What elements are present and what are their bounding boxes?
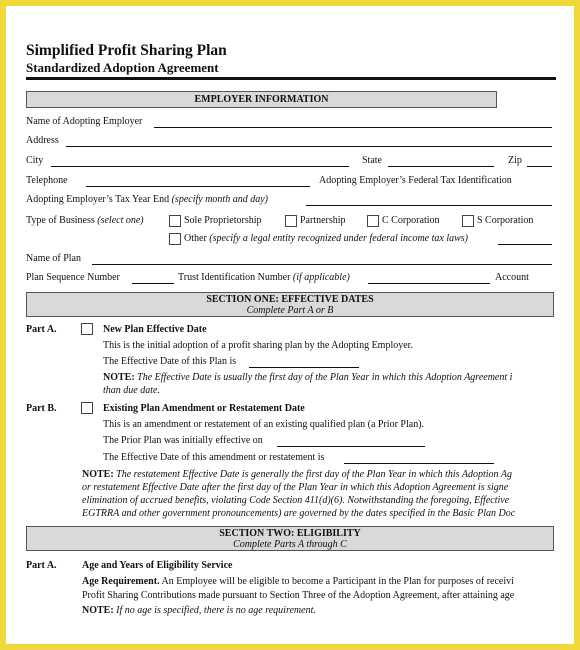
zip-field[interactable] bbox=[527, 166, 552, 167]
tax-year-end-hint: (specify month and day) bbox=[171, 194, 268, 205]
section-one-header bbox=[26, 292, 554, 317]
section-one-part-b-label: Part B. bbox=[26, 403, 57, 414]
document-subtitle: Standardized Adoption Agreement bbox=[26, 60, 219, 75]
restatement-note-line-1 bbox=[82, 469, 549, 480]
restatement-note-text-1: The restatement Effective Date is generally the first day of the Plan Year in which this Adoption Ag bbox=[116, 469, 512, 480]
employer-name-field[interactable] bbox=[154, 127, 552, 128]
new-plan-note-continued: than due date. bbox=[103, 385, 160, 396]
document-page bbox=[6, 6, 574, 644]
amendment-effective-field[interactable] bbox=[344, 463, 494, 464]
prior-plan-effective-label: The Prior Plan was initially effective on bbox=[103, 435, 263, 446]
new-plan-effective-date-field[interactable] bbox=[249, 367, 359, 368]
new-plan-note-label: NOTE: bbox=[103, 372, 135, 383]
section-two-part-a-label: Part A. bbox=[26, 560, 57, 571]
plan-name-label: Name of Plan bbox=[26, 253, 81, 264]
new-plan-text: This is the initial adoption of a profit sharing plan by the Adopting Employer. bbox=[103, 340, 413, 351]
state-field[interactable] bbox=[388, 166, 494, 167]
new-plan-checkbox[interactable] bbox=[81, 323, 93, 335]
age-requirement-label: Age Requirement. bbox=[82, 576, 160, 587]
document-title: Simplified Profit Sharing Plan bbox=[26, 42, 227, 59]
employer-name-label: Name of Adopting Employer bbox=[26, 116, 143, 127]
state-label: State bbox=[362, 155, 382, 166]
new-plan-note bbox=[103, 372, 549, 383]
plan-sequence-label: Plan Sequence Number bbox=[26, 272, 120, 283]
tax-year-end-label bbox=[26, 194, 268, 205]
business-type-text: Type of Business bbox=[26, 215, 95, 226]
title-divider bbox=[26, 77, 556, 80]
city-field[interactable] bbox=[51, 166, 349, 167]
trust-id-label bbox=[178, 272, 350, 283]
existing-plan-checkbox[interactable] bbox=[81, 402, 93, 414]
prior-plan-effective-field[interactable] bbox=[277, 446, 425, 447]
plan-sequence-field[interactable] bbox=[132, 283, 174, 284]
other-entity-label bbox=[184, 233, 468, 244]
restatement-note-line-3: elimination of accrued benefits, violating Code Section 411(d)(6). Notwithstanding the foregoing, Effective bbox=[82, 495, 510, 506]
c-corporation-label: C Corporation bbox=[382, 215, 440, 226]
new-plan-title: New Plan Effective Date bbox=[103, 324, 207, 335]
age-requirement-note-label: NOTE: bbox=[82, 605, 114, 616]
sole-proprietorship-label: Sole Proprietorship bbox=[184, 215, 262, 226]
other-entity-field[interactable] bbox=[498, 244, 552, 245]
other-entity-text: Other bbox=[184, 233, 207, 244]
s-corporation-checkbox[interactable] bbox=[462, 215, 474, 227]
amendment-effective-label: The Effective Date of this amendment or restatement is bbox=[103, 452, 325, 463]
trust-id-hint: (if applicable) bbox=[292, 272, 350, 283]
age-requirement-note bbox=[82, 605, 316, 616]
sole-proprietorship-checkbox[interactable] bbox=[169, 215, 181, 227]
partnership-checkbox[interactable] bbox=[285, 215, 297, 227]
plan-name-field[interactable] bbox=[92, 264, 552, 265]
c-corporation-checkbox[interactable] bbox=[367, 215, 379, 227]
employer-info-header: EMPLOYER INFORMATION bbox=[26, 91, 497, 108]
telephone-field[interactable] bbox=[86, 186, 310, 187]
city-label: City bbox=[26, 155, 44, 166]
restatement-note-label: NOTE: bbox=[82, 469, 114, 480]
fed-tax-id-label: Adopting Employer’s Federal Tax Identification bbox=[319, 175, 512, 186]
restatement-note-line-2: or restatement Effective Date after the first day of the Plan Year in which this Adoption Agreement is signe bbox=[82, 482, 509, 493]
business-type-label bbox=[26, 215, 144, 226]
eligibility-service-title: Age and Years of Eligibility Service bbox=[82, 560, 233, 571]
zip-label: Zip bbox=[508, 155, 522, 166]
address-label: Address bbox=[26, 135, 59, 146]
section-one-subtitle: Complete Part A or B bbox=[246, 305, 334, 316]
other-entity-checkbox[interactable] bbox=[169, 233, 181, 245]
tax-year-end-text: Adopting Employer’s Tax Year End bbox=[26, 194, 170, 205]
section-one-part-a-label: Part A. bbox=[26, 324, 57, 335]
section-two-subtitle: Complete Parts A through C bbox=[233, 539, 347, 550]
existing-plan-title: Existing Plan Amendment or Restatement Date bbox=[103, 403, 305, 414]
new-plan-note-text: The Effective Date is usually the first day of the Plan Year in which this Adoption Agreement i bbox=[137, 372, 513, 383]
section-one-title: SECTION ONE: EFFECTIVE DATES bbox=[206, 294, 374, 305]
restatement-note-line-4: EGTRRA and other government pronouncements) are governed by the dates specified in the Basic Plan Doc bbox=[82, 508, 516, 519]
telephone-label: Telephone bbox=[26, 175, 68, 186]
age-requirement-text-1: An Employee will be eligible to become a Participant in the Plan for purposes of receivi bbox=[161, 576, 514, 587]
account-label: Account bbox=[495, 272, 529, 283]
s-corporation-label: S Corporation bbox=[477, 215, 534, 226]
age-requirement-note-text: If no age is specified, there is no age requirement. bbox=[116, 605, 316, 616]
age-requirement-line-1 bbox=[82, 576, 549, 587]
business-type-hint: (select one) bbox=[97, 215, 144, 226]
trust-id-field[interactable] bbox=[368, 283, 490, 284]
partnership-label: Partnership bbox=[300, 215, 346, 226]
age-requirement-line-2: Profit Sharing Contributions made pursuant to Section Three of the Adoption Agreement, after attaining age bbox=[82, 590, 515, 601]
trust-id-text: Trust Identification Number bbox=[178, 272, 291, 283]
address-field[interactable] bbox=[66, 146, 552, 147]
section-two-title: SECTION TWO: ELIGIBILITY bbox=[219, 528, 361, 539]
tax-year-end-field[interactable] bbox=[306, 205, 552, 206]
other-entity-hint: (specify a legal entity recognized under federal income tax laws) bbox=[209, 233, 469, 244]
new-plan-effective-date-label: The Effective Date of this Plan is bbox=[103, 356, 237, 367]
existing-plan-text: This is an amendment or restatement of an existing qualified plan (a Prior Plan). bbox=[103, 419, 425, 430]
section-two-header bbox=[26, 526, 554, 551]
